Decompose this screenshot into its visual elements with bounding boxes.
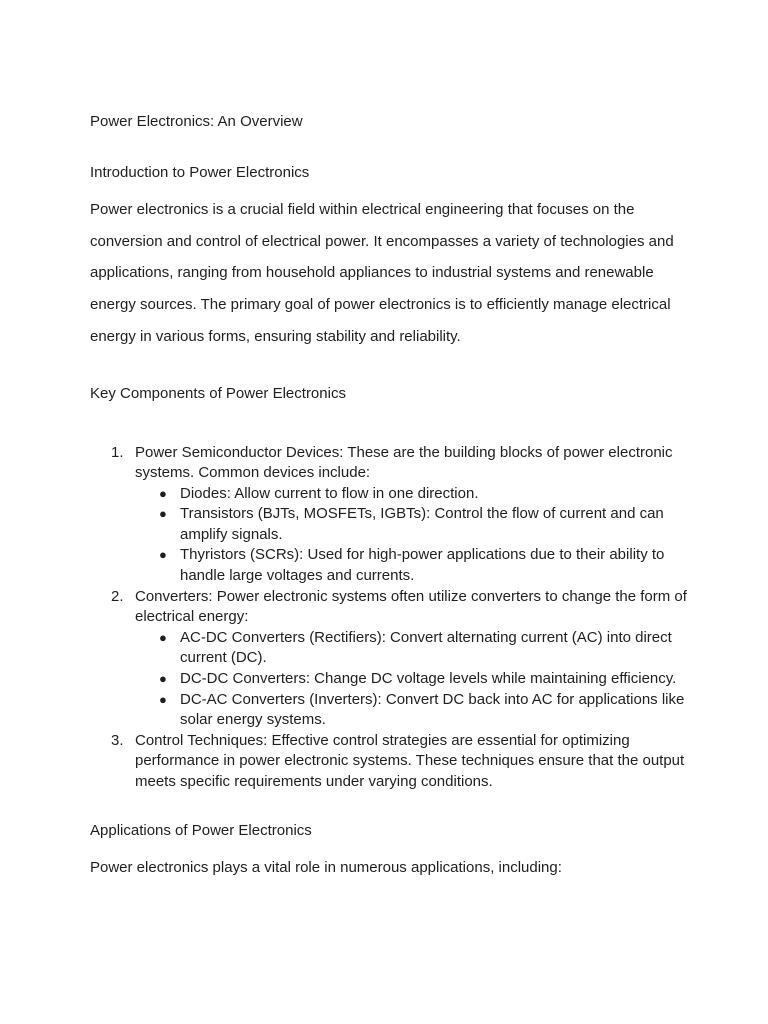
intro-heading: Introduction to Power Electronics [90, 164, 310, 181]
bullet-item [135, 545, 690, 586]
bullet-icon: ● [159, 485, 167, 501]
item-number: 1. [111, 443, 124, 461]
bullet-text: DC-DC Converters: Change DC voltage levels while maintaining efficiency. [180, 670, 677, 688]
bullet-text: Transistors (BJTs, MOSFETs, IGBTs): Control the flow of current and can amplify signals. [180, 505, 664, 543]
bullet-icon: ● [159, 547, 167, 563]
bullet-text: Thyristors (SCRs): Used for high-power applications due to their ability to handle large voltages and currents. [180, 546, 665, 585]
item-text: Control Techniques: Effective control strategies are essential for optimizing performance in power electronic systems. These techniques ensure that the output meets specific requirements under varying conditions. [135, 731, 685, 791]
bullet-icon: ● [159, 671, 167, 687]
item-text: Converters: Power electronic systems often utilize converters to change the form of electrical energy: [135, 587, 687, 626]
item-text: Power Semiconductor Devices: These are the building blocks of power electronic systems. Common devices include: [135, 443, 673, 482]
numbered-item [90, 443, 690, 587]
numbered-item [90, 731, 690, 793]
bullet-item [135, 628, 690, 669]
bullet-icon: ● [159, 629, 167, 645]
bullet-item [135, 484, 690, 505]
item-number: 3. [111, 731, 124, 749]
sub-list [135, 484, 690, 587]
key-components-list [90, 443, 690, 793]
bullet-item [135, 504, 690, 545]
bullet-text: Diodes: Allow current to flow in one direction. [180, 484, 479, 502]
document-body [90, 112, 690, 883]
bullet-item [135, 669, 690, 690]
intro-paragraph: Power electronics is a crucial field within electrical engineering that focuses on the conversion and control of electrical power. It encompasses a variety of technologies and applications, ranging from household appliances to industrial systems and renewable energy sources. The primary goal of power electronics is to efficiently manage electrical energy in various forms, ensuring stability and reliability. [90, 201, 674, 345]
bullet-text: DC-AC Converters (Inverters): Convert DC back into AC for applications like solar energy systems. [180, 690, 685, 729]
applications-heading: Applications of Power Electronics [90, 821, 312, 839]
document-title: Power Electronics: An Overview [90, 113, 303, 130]
bullet-icon: ● [159, 506, 167, 522]
sub-list [135, 628, 690, 731]
applications-paragraph: Power electronics plays a vital role in numerous applications, including: [90, 858, 562, 876]
item-number: 2. [111, 587, 124, 605]
bullet-item [135, 690, 690, 731]
bullet-icon: ● [159, 691, 167, 707]
bullet-text: AC-DC Converters (Rectifiers): Convert alternating current (AC) into direct current (DC). [180, 628, 672, 667]
key-components-heading: Key Components of Power Electronics [90, 384, 346, 402]
numbered-item [90, 587, 690, 731]
